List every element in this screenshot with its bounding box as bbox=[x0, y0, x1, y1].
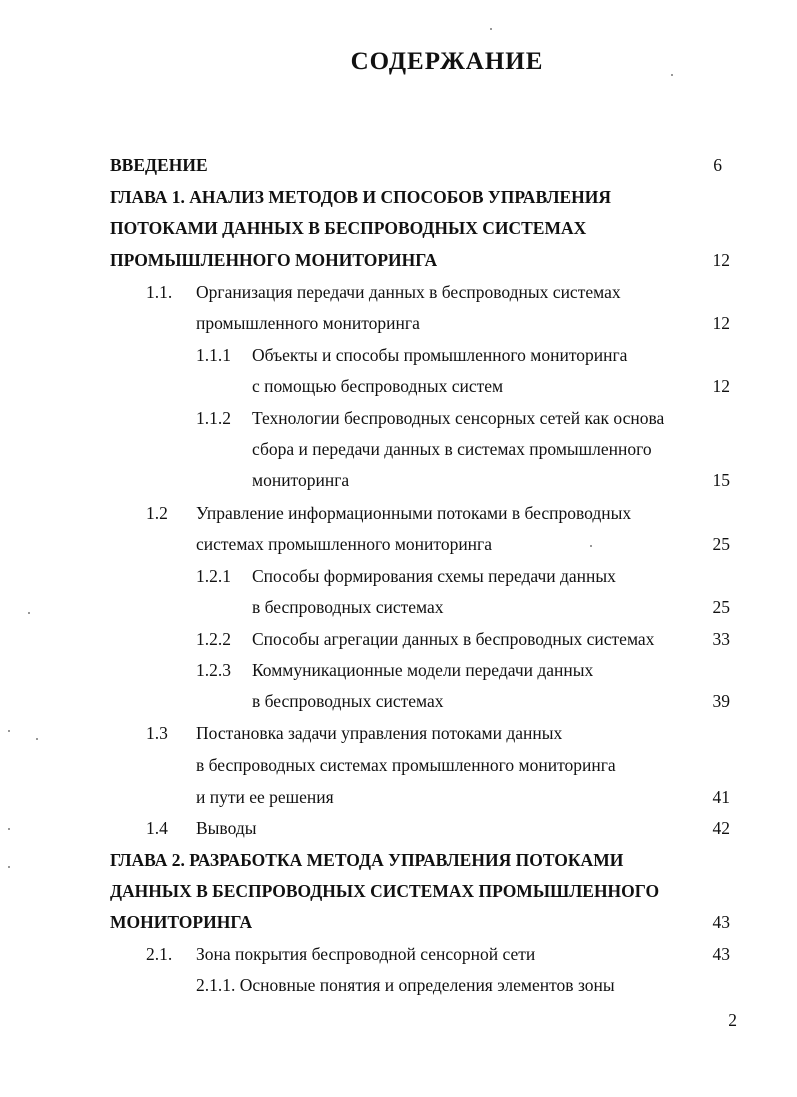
toc-1-2-3-line-1: Коммуникационные модели передачи данных bbox=[252, 660, 594, 680]
toc-ch1-page: 12 bbox=[712, 250, 730, 270]
scan-speck bbox=[28, 612, 30, 614]
toc-intro-page: 6 bbox=[713, 155, 722, 175]
toc-1-2-number: 1.2 bbox=[146, 503, 168, 523]
scan-speck bbox=[590, 545, 592, 547]
toc-1-3-number: 1.3 bbox=[146, 723, 168, 743]
toc-1-1-page: 12 bbox=[712, 313, 730, 333]
toc-1-4-number: 1.4 bbox=[146, 818, 168, 838]
toc-ch1-line-2: ПОТОКАМИ ДАННЫХ В БЕСПРОВОДНЫХ СИСТЕМАХ bbox=[110, 218, 587, 238]
toc-1-1-line-2: промышленного мониторинга bbox=[196, 313, 420, 333]
scan-speck bbox=[8, 828, 10, 830]
toc-intro-text: ВВЕДЕНИЕ bbox=[110, 155, 208, 175]
toc-1-1-line-1: Организация передачи данных в беспроводных системах bbox=[196, 282, 621, 302]
toc-1-1-1-page: 12 bbox=[712, 376, 730, 396]
scan-speck bbox=[8, 730, 10, 732]
toc-1-2-3-line-2: в беспроводных системах bbox=[252, 691, 444, 711]
toc-2-1-1-line-1: 2.1.1. Основные понятия и определения элементов зоны bbox=[196, 975, 615, 995]
toc-1-1-2-line-3: мониторинга bbox=[252, 470, 350, 490]
toc-1-3-line-2: в беспроводных системах промышленного мониторинга bbox=[196, 755, 616, 775]
page-number: 2 bbox=[728, 1010, 737, 1030]
toc-1-4-page: 42 bbox=[712, 818, 730, 838]
toc-2-1-line-1: Зона покрытия беспроводной сенсорной сети bbox=[196, 944, 536, 964]
toc-1-2-line-2: системах промышленного мониторинга bbox=[196, 534, 492, 554]
toc-1-1-2-page: 15 bbox=[712, 470, 730, 490]
toc-2-1-number: 2.1. bbox=[146, 944, 173, 964]
scan-speck bbox=[8, 866, 10, 868]
toc-1-2-3-page: 39 bbox=[712, 691, 730, 711]
scan-speck bbox=[36, 738, 38, 740]
toc-1-1-2-number: 1.1.2 bbox=[196, 408, 231, 428]
toc-ch2-page: 43 bbox=[712, 912, 730, 932]
scan-speck bbox=[490, 28, 492, 30]
toc-1-1-1-line-2: с помощью беспроводных систем bbox=[252, 376, 504, 396]
scan-speck bbox=[671, 74, 673, 76]
toc-ch1-line-1: ГЛАВА 1. АНАЛИЗ МЕТОДОВ И СПОСОБОВ УПРАВЛЕНИЯ bbox=[110, 187, 612, 207]
toc-1-2-2-number: 1.2.2 bbox=[196, 629, 231, 649]
toc-ch2-line-2: ДАННЫХ В БЕСПРОВОДНЫХ СИСТЕМАХ ПРОМЫШЛЕННОГО bbox=[110, 881, 660, 901]
toc-1-3-page: 41 bbox=[712, 787, 730, 807]
toc-1-3-line-3: и пути ее решения bbox=[196, 787, 334, 807]
toc-2-1-page: 43 bbox=[712, 944, 730, 964]
toc-1-2-2-page: 33 bbox=[712, 629, 730, 649]
toc-1-1-1-line-1: Объекты и способы промышленного мониторинга bbox=[252, 345, 628, 365]
toc-ch1-line-3: ПРОМЫШЛЕННОГО МОНИТОРИНГА bbox=[110, 250, 438, 270]
toc-1-1-2-line-2: сбора и передачи данных в системах промышленного bbox=[252, 439, 652, 459]
toc-1-1-number: 1.1. bbox=[146, 282, 173, 302]
toc-1-2-1-page: 25 bbox=[712, 597, 730, 617]
toc-1-2-1-line-2: в беспроводных системах bbox=[252, 597, 444, 617]
page-title: СОДЕРЖАНИЕ bbox=[350, 48, 544, 75]
toc-1-2-page: 25 bbox=[712, 534, 730, 554]
toc-1-1-2-line-1: Технологии беспроводных сенсорных сетей как основа bbox=[252, 408, 665, 428]
toc-1-2-1-line-1: Способы формирования схемы передачи данных bbox=[252, 566, 616, 586]
toc-1-1-1-number: 1.1.1 bbox=[196, 345, 231, 365]
toc-1-2-line-1: Управление информационными потоками в беспроводных bbox=[196, 503, 632, 523]
toc-1-2-3-number: 1.2.3 bbox=[196, 660, 231, 680]
toc-1-4-line-1: Выводы bbox=[196, 818, 257, 838]
toc-1-3-line-1: Постановка задачи управления потоками данных bbox=[196, 723, 563, 743]
toc-ch2-line-1: ГЛАВА 2. РАЗРАБОТКА МЕТОДА УПРАВЛЕНИЯ ПОТОКАМИ bbox=[110, 850, 624, 870]
toc-ch2-line-3: МОНИТОРИНГА bbox=[110, 912, 253, 932]
toc-1-2-1-number: 1.2.1 bbox=[196, 566, 231, 586]
toc-1-2-2-line-1: Способы агрегации данных в беспроводных системах bbox=[252, 629, 655, 649]
